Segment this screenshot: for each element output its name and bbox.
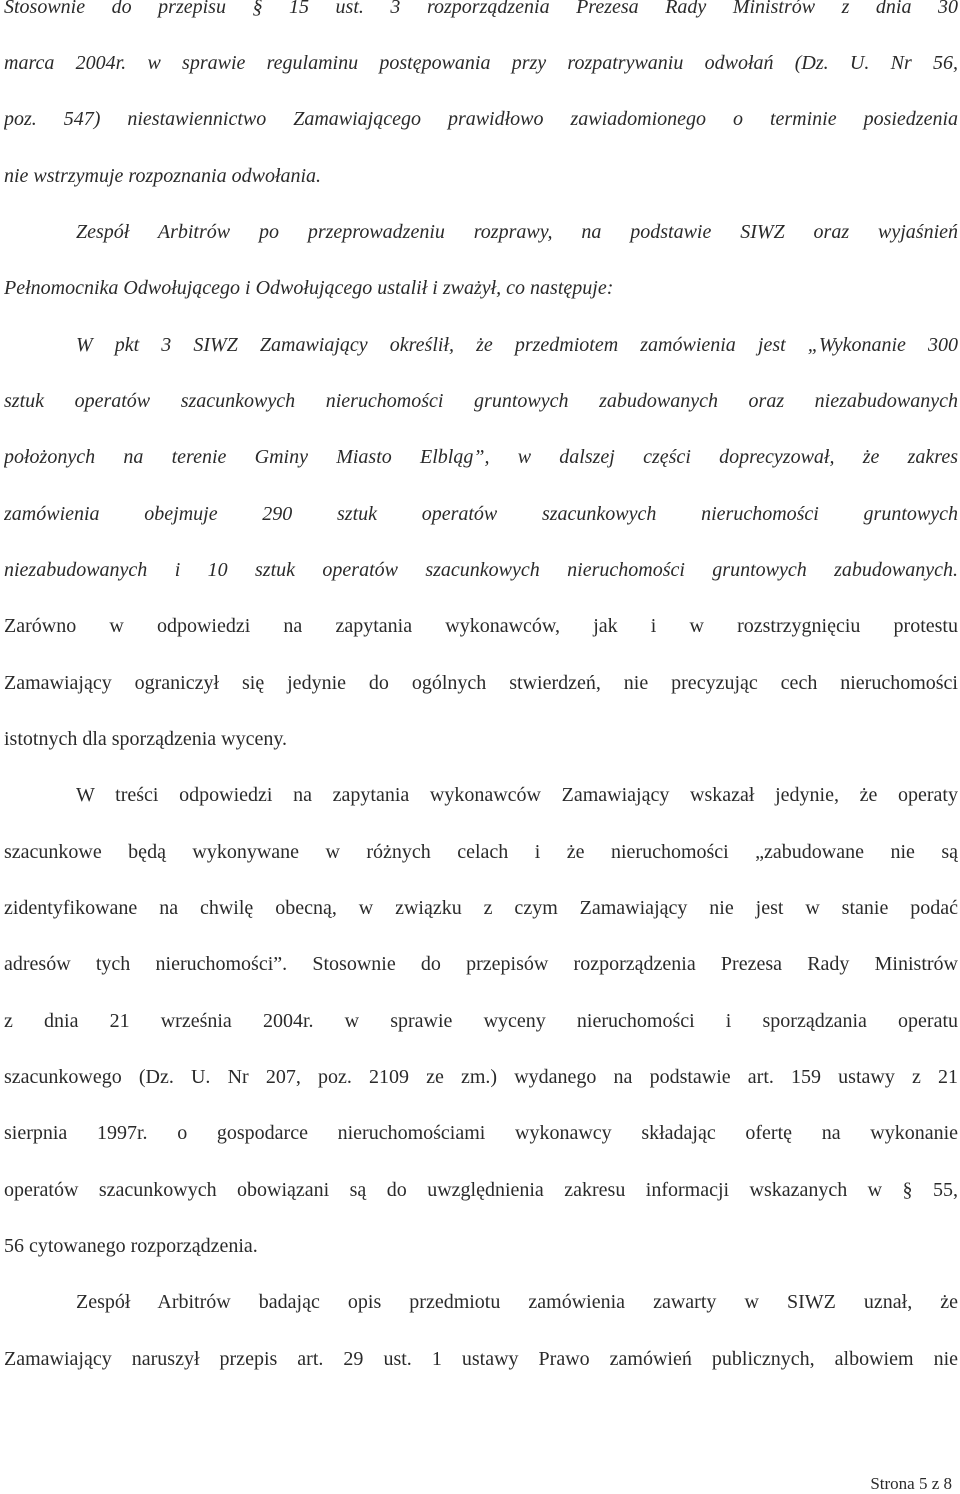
text-line-1: Stosownie do przepisu § 15 ust. 3 rozporządzenia Prezesa Rady Ministrów z dnia 30 [4, 0, 958, 18]
text-line-22: operatów szacunkowych obowiązani są do uwzględnienia zakresu informacji wskazanych w § 55, [4, 1179, 958, 1201]
text-line-9: położonych na terenie Gminy Miasto Elbląg”, w dalszej części doprecyzował, że zakres [4, 446, 958, 468]
text-line-8: sztuk operatów szacunkowych nieruchomości gruntowych zabudowanych oraz niezabudowanych [4, 390, 958, 412]
text-line-18: adresów tych nieruchomości”. Stosownie do przepisów rozporządzenia Prezesa Rady Ministrów [4, 953, 958, 975]
text-line-15: W treści odpowiedzi na zapytania wykonawców Zamawiający wskazał jedynie, że operaty [76, 784, 958, 806]
text-line-24: Zespół Arbitrów badając opis przedmiotu zamówienia zawarty w SIWZ uznał, że [76, 1291, 958, 1313]
text-line-6: Pełnomocnika Odwołującego i Odwołującego ustalił i zważył, co następuje: [4, 277, 614, 299]
text-line-4: nie wstrzymuje rozpoznania odwołania. [4, 165, 322, 187]
text-line-2: marca 2004r. w sprawie regulaminu postępowania przy rozpatrywaniu odwołań (Dz. U. Nr 56, [4, 52, 958, 74]
text-line-21: sierpnia 1997r. o gospodarce nieruchomościami wykonawcy składając ofertę na wykonanie [4, 1122, 958, 1144]
text-line-13: Zamawiający ograniczył się jedynie do ogólnych stwierdzeń, nie precyzując cech nieruchomości [4, 672, 958, 694]
text-line-10: zamówienia obejmuje 290 sztuk operatów szacunkowych nieruchomości gruntowych [4, 503, 958, 525]
page-number: Strona 5 z 8 [870, 1474, 952, 1493]
text-line-5: Zespół Arbitrów po przeprowadzeniu rozprawy, na podstawie SIWZ oraz wyjaśnień [76, 221, 958, 243]
text-line-19: z dnia 21 września 2004r. w sprawie wyceny nieruchomości i sporządzania operatu [4, 1010, 958, 1032]
text-line-25: Zamawiający naruszył przepis art. 29 ust. 1 ustawy Prawo zamówień publicznych, albowiem nie [4, 1348, 958, 1370]
text-line-7: W pkt 3 SIWZ Zamawiający określił, że przedmiotem zamówienia jest „Wykonanie 300 [76, 334, 958, 356]
text-line-3: poz. 547) niestawiennictwo Zamawiającego prawidłowo zawiadomionego o terminie posiedzenia [4, 108, 958, 130]
text-line-14: istotnych dla sporządzenia wyceny. [4, 728, 288, 750]
text-line-20: szacunkowego (Dz. U. Nr 207, poz. 2109 ze zm.) wydanego na podstawie art. 159 ustawy z 21 [4, 1066, 958, 1088]
text-line-17: zidentyfikowane na chwilę obecną, w związku z czym Zamawiający nie jest w stanie podać [4, 897, 958, 919]
text-line-12: Zarówno w odpowiedzi na zapytania wykonawców, jak i w rozstrzygnięciu protestu [4, 615, 958, 637]
text-line-23: 56 cytowanego rozporządzenia. [4, 1235, 258, 1257]
text-line-16: szacunkowe będą wykonywane w różnych celach i że nieruchomości „zabudowane nie są [4, 841, 958, 863]
text-line-11: niezabudowanych i 10 sztuk operatów szacunkowych nieruchomości gruntowych zabudowanych. [4, 559, 958, 581]
